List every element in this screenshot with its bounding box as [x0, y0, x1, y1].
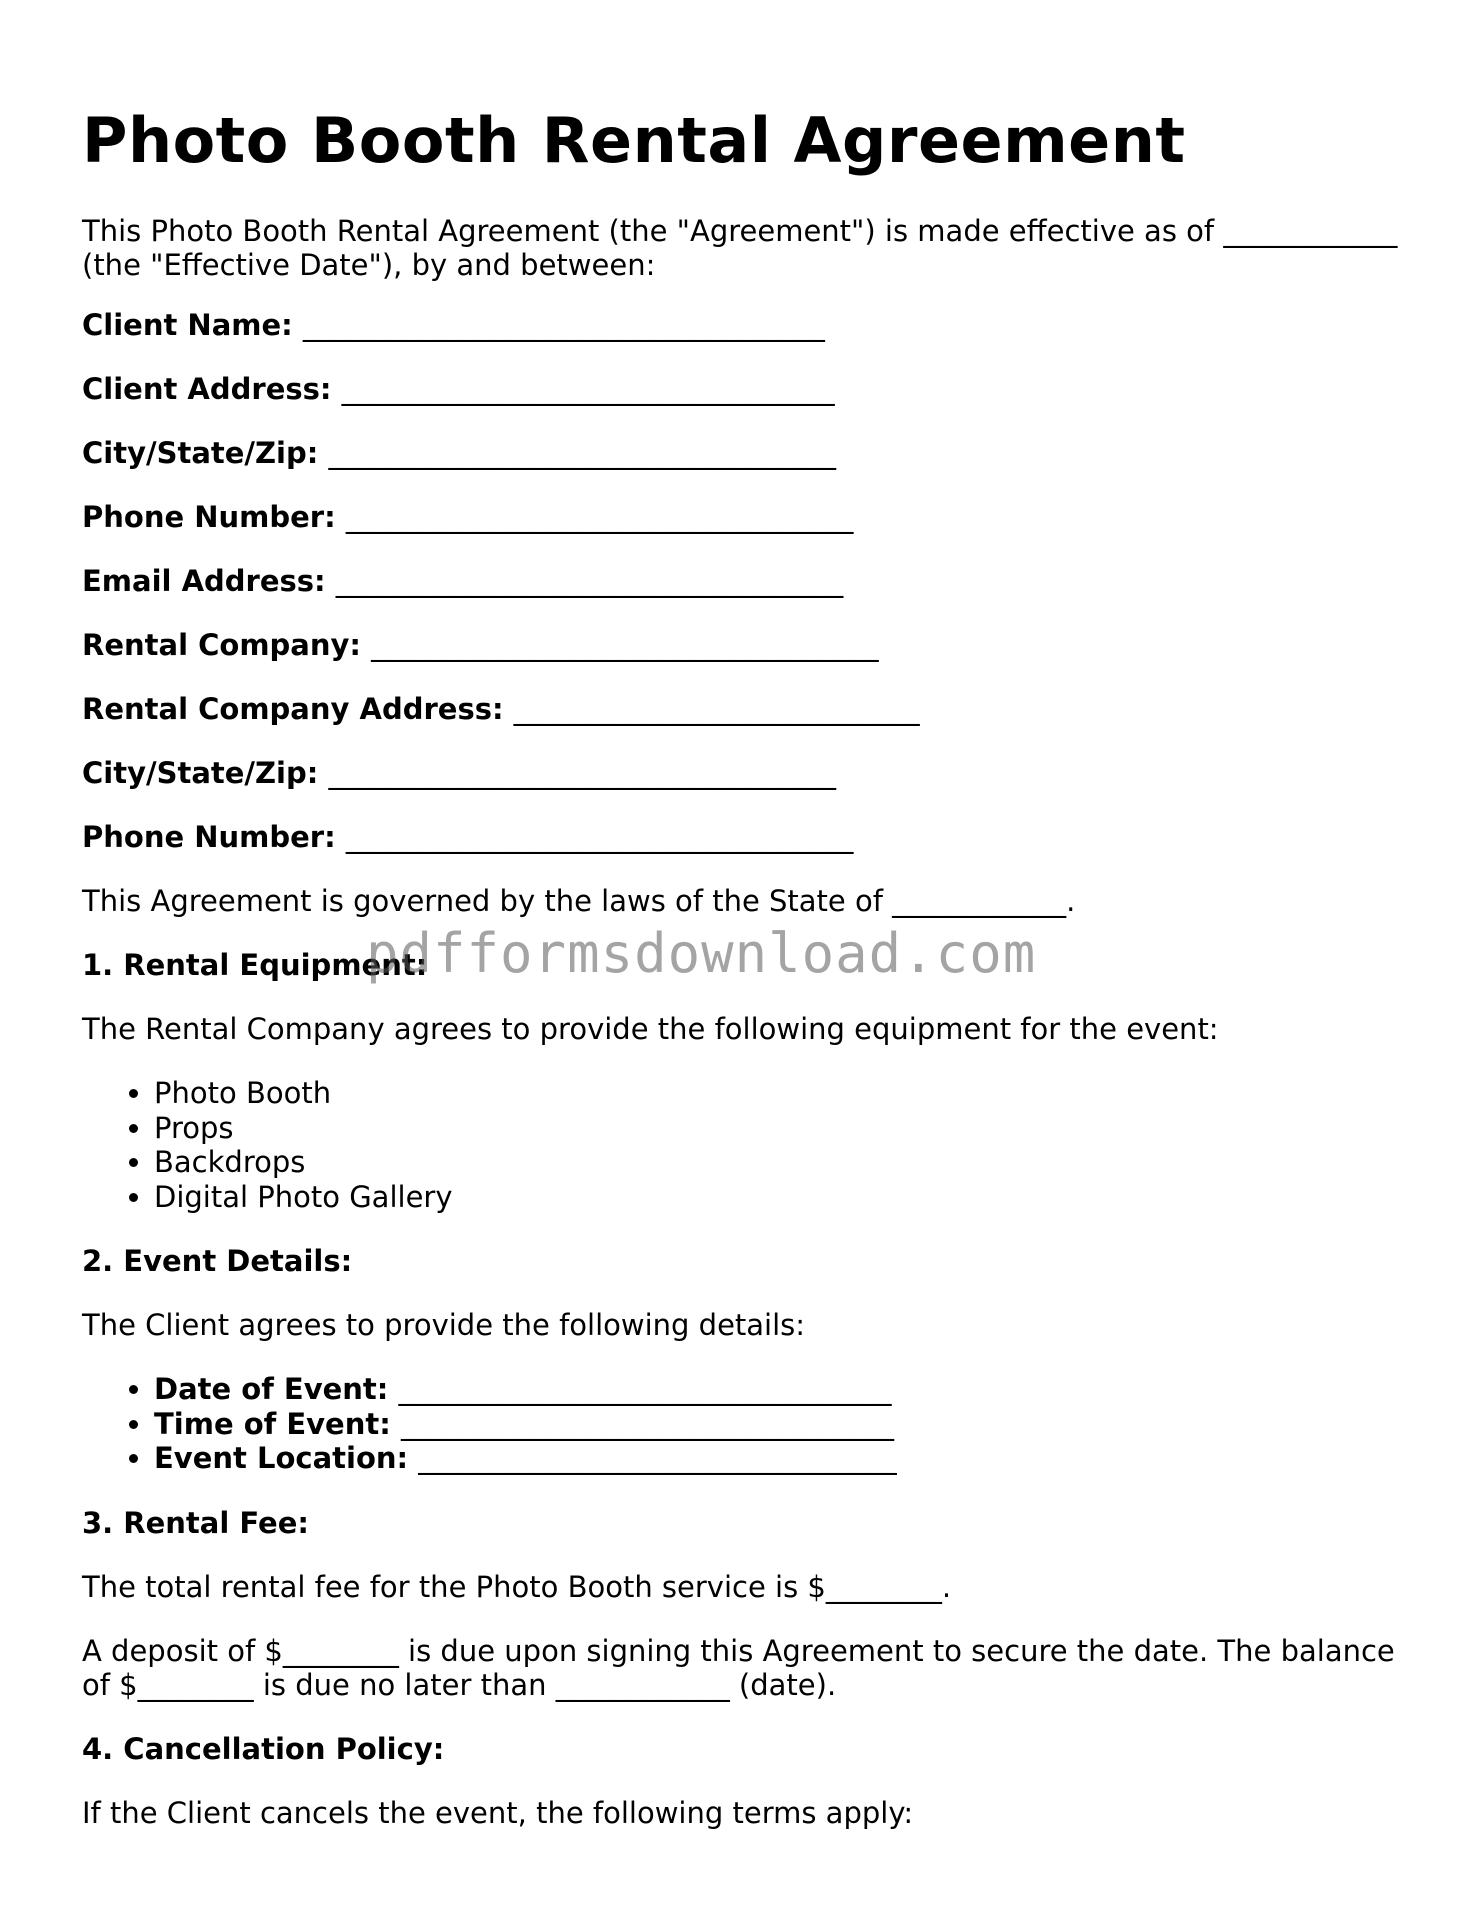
- field-blank[interactable]: __________________________________: [341, 372, 835, 406]
- fee-deposit-paragraph: A deposit of $________ is due upon signing this Agreement to secure the date. The balance of $________ is due no later than ____________ (date).: [82, 1633, 1395, 1702]
- field-label: Time of Event:: [154, 1406, 391, 1441]
- field-blank[interactable]: ____________________________: [513, 692, 920, 726]
- field-blank[interactable]: ____________________________________: [302, 308, 825, 342]
- intro-paragraph: This Photo Booth Rental Agreement (the "Agreement") is made effective as of ____________ (the "Effective Date"), by and between:: [82, 214, 1398, 282]
- field-label: Client Name:: [82, 308, 293, 342]
- governing-law-paragraph: This Agreement is governed by the laws of the State of ____________.: [82, 884, 1076, 918]
- field-label: Rental Company:: [82, 628, 362, 662]
- company-city-state-zip-field[interactable]: [82, 756, 1402, 790]
- event-paragraph: The Client agrees to provide the following details:: [82, 1308, 806, 1342]
- field-label: City/State/Zip:: [82, 436, 319, 470]
- field-blank[interactable]: _________________________________: [418, 1441, 897, 1475]
- equipment-list: [82, 1076, 1402, 1214]
- field-blank[interactable]: ___________________________________: [335, 564, 844, 598]
- fee-total-paragraph: The total rental fee for the Photo Booth service is $________.: [82, 1569, 952, 1604]
- company-phone-field[interactable]: [82, 820, 1402, 854]
- client-name-field[interactable]: [82, 308, 1402, 342]
- field-label: City/State/Zip:: [82, 756, 319, 790]
- field-label: Phone Number:: [82, 820, 336, 854]
- field-blank[interactable]: __________________________________: [398, 1372, 892, 1406]
- list-item: • Props: [154, 1111, 1402, 1146]
- event-location-field[interactable]: [154, 1441, 1402, 1476]
- equipment-paragraph: The Rental Company agrees to provide the following equipment for the event:: [82, 1012, 1219, 1046]
- client-email-field[interactable]: [82, 564, 1402, 598]
- watermark-text: pdfformsdownload.com: [366, 922, 1037, 985]
- list-item: • Digital Photo Gallery: [154, 1180, 1402, 1215]
- field-blank[interactable]: ___________________________________: [328, 756, 836, 790]
- field-label: Event Location:: [154, 1441, 409, 1475]
- rental-company-address-field[interactable]: [82, 692, 1402, 726]
- client-phone-field[interactable]: [82, 500, 1402, 534]
- time-of-event-field[interactable]: [154, 1407, 1402, 1442]
- field-label: Date of Event:: [154, 1372, 389, 1406]
- section-heading-fee: 3. Rental Fee:: [82, 1505, 309, 1540]
- event-details-list: [82, 1372, 1402, 1476]
- field-blank[interactable]: __________________________________: [400, 1406, 894, 1441]
- client-address-field[interactable]: [82, 372, 1402, 406]
- list-item: • Photo Booth: [154, 1076, 1402, 1111]
- section-heading-equipment: 1. Rental Equipment:: [82, 948, 428, 982]
- field-blank[interactable]: ___________________________________: [345, 500, 854, 534]
- list-item: • Backdrops: [154, 1145, 1402, 1180]
- section-heading-event: 2. Event Details:: [82, 1244, 353, 1278]
- agreement-document: [82, 98, 1402, 1830]
- client-city-state-zip-field[interactable]: [82, 436, 1402, 470]
- field-label: Phone Number:: [82, 500, 336, 534]
- field-blank[interactable]: ___________________________________: [371, 628, 879, 662]
- field-blank[interactable]: ___________________________________: [328, 436, 836, 470]
- field-label: Client Address:: [82, 372, 332, 406]
- rental-company-field[interactable]: [82, 628, 1402, 662]
- section-heading-cancellation: 4. Cancellation Policy:: [82, 1731, 445, 1766]
- field-blank[interactable]: ___________________________________: [345, 820, 854, 854]
- field-label: Rental Company Address:: [82, 692, 504, 726]
- field-label: Email Address:: [82, 564, 326, 598]
- document-title: Photo Booth Rental Agreement: [82, 104, 1186, 177]
- cancellation-paragraph: If the Client cancels the event, the following terms apply:: [82, 1795, 914, 1830]
- date-of-event-field[interactable]: [154, 1372, 1402, 1407]
